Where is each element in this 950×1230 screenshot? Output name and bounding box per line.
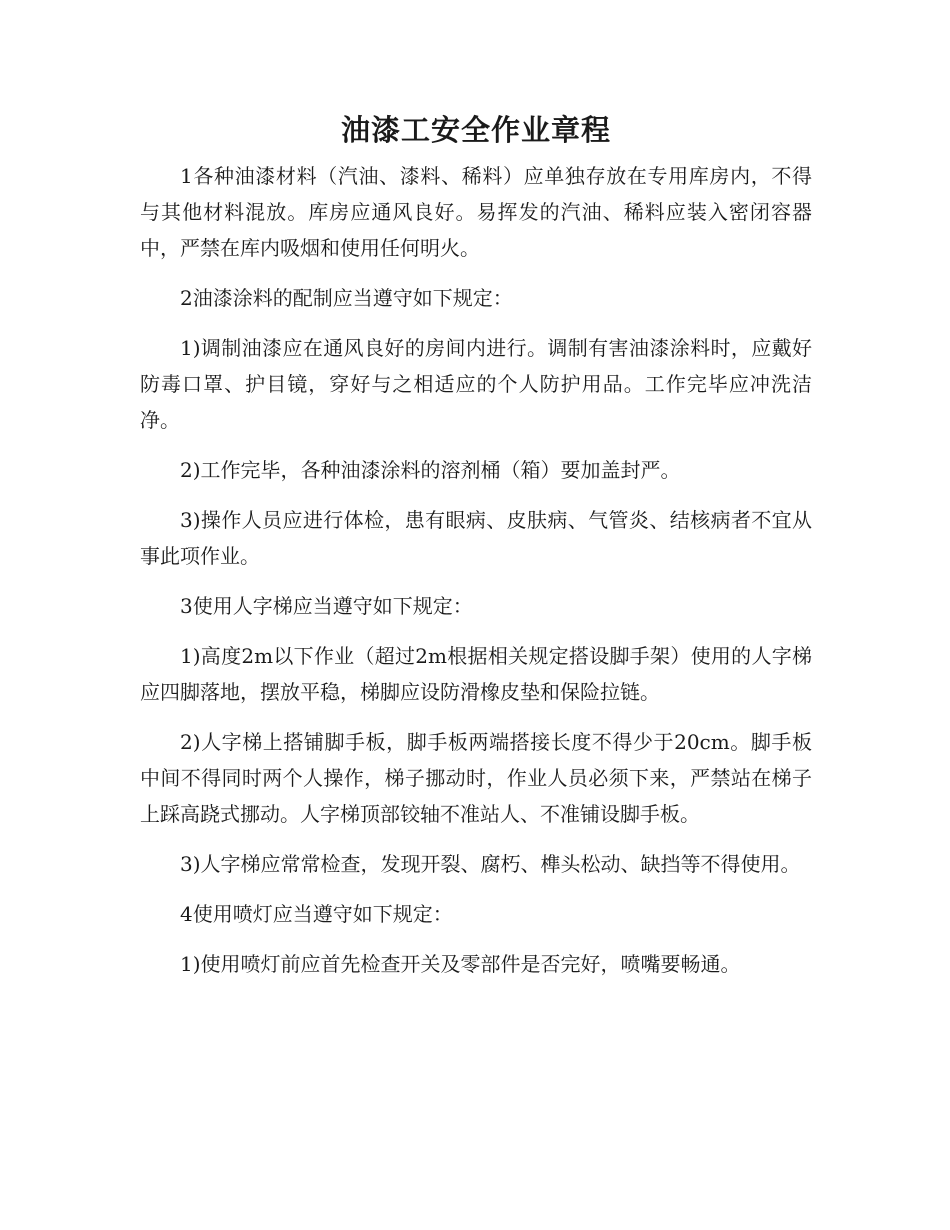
paragraph-6: 3使用人字梯应当遵守如下规定： xyxy=(180,594,473,618)
paragraph-8: 2)人字梯上搭铺脚手板，脚手板两端搭接长度不得少于20cm。脚手板中间不得同时两个人操作，梯子挪动时，作业人员必须下来，严禁站在梯子上踩高跷式挪动。人字梯顶部铰轴不准站人、不准铺设脚手板。 xyxy=(140,730,812,826)
document-title: 油漆工安全作业章程 xyxy=(340,113,611,147)
paragraph-4: 2)工作完毕，各种油漆涂料的溶剂桶（箱）要加盖封严。 xyxy=(180,458,681,482)
document-page xyxy=(140,108,812,996)
paragraph-2: 2油漆涂料的配制应当遵守如下规定： xyxy=(180,286,513,310)
paragraph-11: 1)使用喷灯前应首先检查开关及零部件是否完好，喷嘴要畅通。 xyxy=(180,952,741,976)
paragraph-10: 4使用喷灯应当遵守如下规定： xyxy=(180,902,453,926)
paragraph-1: 1各种油漆材料（汽油、漆料、稀料）应单独存放在专用库房内，不得与其他材料混放。库房应通风良好。易挥发的汽油、稀料应装入密闭容器中，严禁在库内吸烟和使用任何明火。 xyxy=(140,164,812,260)
paragraph-7: 1)高度2m以下作业（超过2m根据相关规定搭设脚手架）使用的人字梯应四脚落地，摆放平稳，梯脚应设防滑橡皮垫和保险拉链。 xyxy=(140,644,812,704)
paragraph-5: 3)操作人员应进行体检，患有眼病、皮肤病、气管炎、结核病者不宜从事此项作业。 xyxy=(140,508,812,568)
paragraph-9: 3)人字梯应常常检查，发现开裂、腐朽、榫头松动、缺挡等不得使用。 xyxy=(180,852,801,876)
paragraph-3: 1)调制油漆应在通风良好的房间内进行。调制有害油漆涂料时，应戴好防毒口罩、护目镜，穿好与之相适应的个人防护用品。工作完毕应冲洗洁净。 xyxy=(140,336,812,432)
